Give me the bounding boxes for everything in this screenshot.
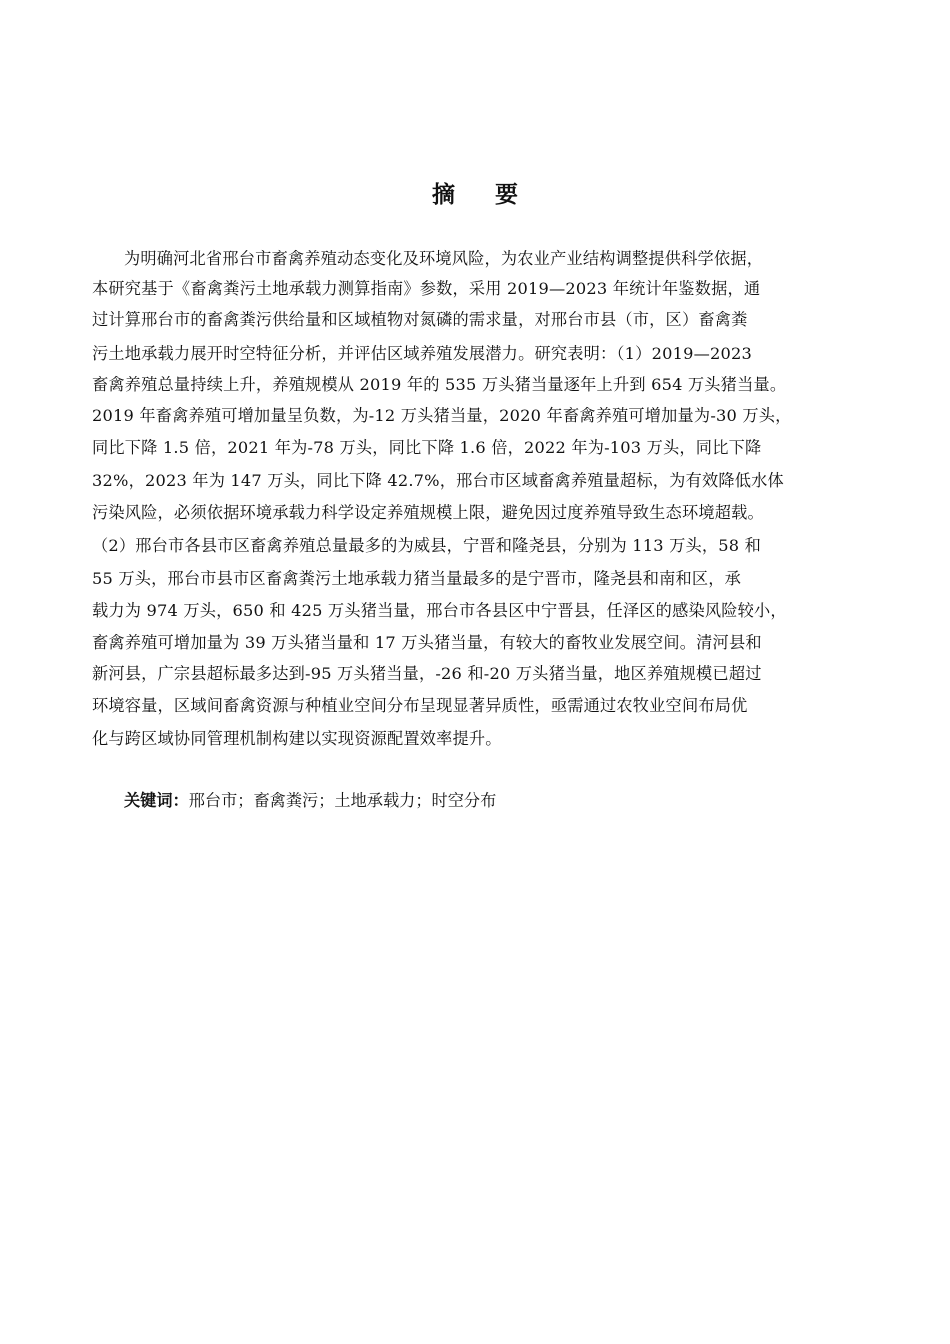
abstract-line: 污染风险，必须依据环境承载力科学设定养殖规模上限，避免因过度养殖导致生态环境超载。 bbox=[92, 503, 764, 522]
keywords-value: 邢台市；畜禽粪污；土地承载力；时空分布 bbox=[188, 791, 497, 810]
abstract-line: 为明确河北省邢台市畜禽养殖动态变化及环境风险，为农业产业结构调整提供科学依据， bbox=[124, 249, 764, 268]
abstract-line: 过计算邢台市的畜禽粪污供给量和区域植物对氮磷的需求量，对邢台市县（市，区）畜禽粪 bbox=[92, 310, 748, 329]
abstract-line: 同比下降 1.5 倍，2021 年为-78 万头，同比下降 1.6 倍，2022 年为-103 万头，同比下降 bbox=[92, 438, 762, 457]
keywords-line bbox=[124, 786, 496, 816]
keywords-label: 关键词： bbox=[124, 791, 189, 810]
abstract-line: 畜禽养殖总量持续上升，养殖规模从 2019 年的 535 万头猪当量逐年上升到 654 万头猪当量。 bbox=[92, 375, 787, 394]
abstract-title-char-2: 要 bbox=[495, 182, 518, 208]
abstract-line: 化与跨区域协同管理机制构建以实现资源配置效率提升。 bbox=[92, 729, 502, 748]
abstract-line: 载力为 974 万头，650 和 425 万头猪当量，邢台市各县区中宁晋县，任泽区的感染风险较小， bbox=[92, 601, 787, 620]
abstract-line: 55 万头，邢台市县市区畜禽粪污土地承载力猪当量最多的是宁晋市，隆尧县和南和区，承 bbox=[92, 569, 742, 588]
abstract-line: 本研究基于《畜禽粪污土地承载力测算指南》参数，采用 2019—2023 年统计年鉴数据，通 bbox=[92, 279, 761, 298]
abstract-title-char-1: 摘 bbox=[432, 182, 455, 208]
abstract-title bbox=[0, 176, 950, 209]
abstract-line: 畜禽养殖可增加量为 39 万头猪当量和 17 万头猪当量，有较大的畜牧业发展空间。清河县和 bbox=[92, 633, 762, 652]
abstract-line: 污土地承载力展开时空特征分析，并评估区域养殖发展潜力。研究表明：（1）2019—2023 bbox=[92, 344, 752, 363]
abstract-line: 2019 年畜禽养殖可增加量呈负数，为-12 万头猪当量，2020 年畜禽养殖可增加量为-30 万头， bbox=[92, 406, 792, 425]
abstract-line: 32%，2023 年为 147 万头，同比下降 42.7%，邢台市区域畜禽养殖量超标，为有效降低水体 bbox=[92, 471, 784, 490]
abstract-line: 环境容量，区域间畜禽资源与种植业空间分布呈现显著异质性，亟需通过农牧业空间布局优 bbox=[92, 696, 748, 715]
abstract-line: 新河县，广宗县超标最多达到-95 万头猪当量，-26 和-20 万头猪当量，地区养殖规模已超过 bbox=[92, 664, 762, 683]
abstract-line: （2）邢台市各县市区畜禽养殖总量最多的为威县，宁晋和隆尧县，分别为 113 万头，58 和 bbox=[92, 536, 761, 555]
